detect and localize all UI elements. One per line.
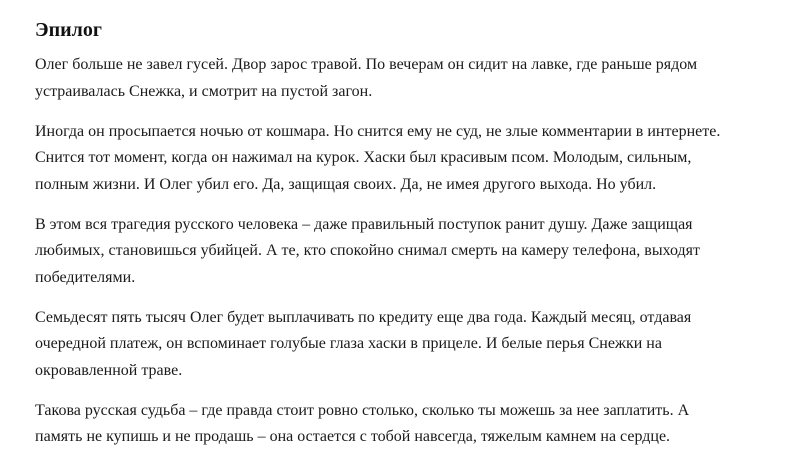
paragraph-4: Семьдесят пять тысяч Олег будет выплачивать по кредиту еще два года. Каждый месяц, отдавая очередной платеж, он вспоминает голубые глаза хаски в прицеле. И белые перья Снежки на окровавленной траве. [35,308,692,379]
paragraph-3: В этом вся трагедия русского человека – даже правильный поступок ранит душу. Даже защищая любимых, становишься убийцей. А те, кто спокойно снимал смерть на камеру телефона, выходят победителями. [35,215,701,286]
paragraph-1: Олег больше не завел гусей. Двор зарос травой. По вечерам он сидит на лавке, где раньше рядом устраивалась Снежка, и смотрит на пустой загон. [35,56,698,100]
paragraph-5: Такова русская судьба – где правда стоит ровно столько, сколько ты можешь за нее заплатить. А память не купишь и не продашь – она остается с тобой навсегда, тяжелым камнем на сердце. [35,401,690,445]
chapter-title: Эпилог [35,19,102,41]
article-body [35,18,725,464]
paragraph-2: Иногда он просыпается ночью от кошмара. Но снится ему не суд, не злые комментарии в интернете. Снится тот момент, когда он нажимал на курок. Хаски был красивым псом. Молодым, сильным, полным жизни. И Олег убил его. Да, защищая своих. Да, не имея другого выхода. Но убил. [35,122,721,193]
